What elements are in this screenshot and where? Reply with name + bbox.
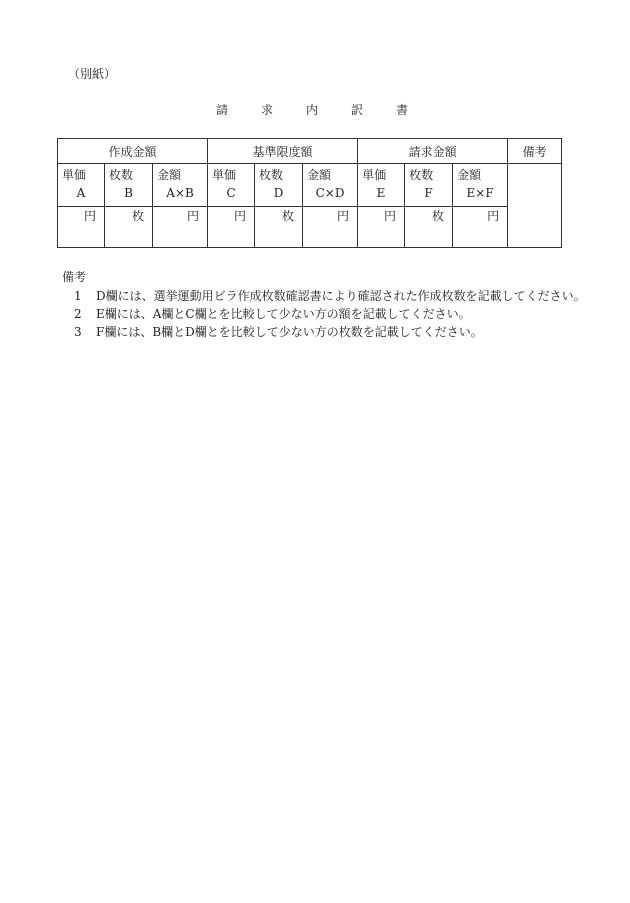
subheader-name: 金額 xyxy=(307,168,332,182)
note-item xyxy=(62,287,586,305)
subheader-code: D xyxy=(273,186,284,200)
unit-label: 円 xyxy=(384,209,397,223)
subheader-cell xyxy=(358,164,405,207)
note-number: 2 xyxy=(74,307,82,321)
note-number: 3 xyxy=(74,325,82,339)
group-header-claim: 請求金額 xyxy=(358,139,508,164)
subheader-cell xyxy=(153,164,208,207)
subheader-cell xyxy=(453,164,508,207)
group-header-row xyxy=(58,139,562,164)
subheader-cell xyxy=(208,164,255,207)
note-item xyxy=(62,305,586,323)
remarks-notes xyxy=(62,268,586,341)
subheader-code: B xyxy=(124,186,133,200)
note-number: 1 xyxy=(74,289,82,303)
note-text: D欄には、選挙運動用ビラ作成枚数確認書により確認された作成枚数を記載してください。 xyxy=(96,289,586,303)
subheader-code: C xyxy=(226,186,236,200)
subheader-code: F xyxy=(424,186,433,200)
group-header-remarks: 備考 xyxy=(508,139,562,164)
notes-heading: 備考 xyxy=(62,270,87,284)
value-cell xyxy=(105,207,153,248)
value-cell xyxy=(255,207,303,248)
value-cell xyxy=(358,207,405,248)
value-cell xyxy=(453,207,508,248)
subheader-name: 枚数 xyxy=(409,168,434,182)
unit-label: 円 xyxy=(487,209,500,223)
unit-label: 円 xyxy=(83,209,96,223)
unit-label: 枚 xyxy=(432,209,445,223)
group-header-standard: 基準限度額 xyxy=(208,139,358,164)
subheader-code: E×F xyxy=(466,186,494,200)
appendix-label: （別紙） xyxy=(68,67,117,81)
subheader-name: 単価 xyxy=(62,168,87,182)
value-cell xyxy=(405,207,453,248)
subheader-name: 枚数 xyxy=(259,168,284,182)
claim-breakdown-table xyxy=(57,138,562,248)
subheader-name: 単価 xyxy=(362,168,387,182)
unit-label: 枚 xyxy=(282,209,295,223)
subheader-cell xyxy=(58,164,105,207)
note-text: F欄には、B欄とD欄とを比較して少ない方の枚数を記載してください。 xyxy=(96,325,483,339)
group-header-production: 作成金額 xyxy=(58,139,208,164)
unit-label: 枚 xyxy=(131,209,144,223)
subheader-cell xyxy=(303,164,358,207)
subheader-code: A xyxy=(76,186,86,200)
value-cell xyxy=(58,207,105,248)
value-row xyxy=(58,207,562,248)
subheader-name: 枚数 xyxy=(109,168,134,182)
remarks-cell xyxy=(508,164,562,248)
subheader-code: E xyxy=(376,186,386,200)
note-text: E欄には、A欄とC欄とを比較して少ない方の額を記載してください。 xyxy=(96,307,471,321)
subheader-name: 金額 xyxy=(457,168,482,182)
subheader-name: 金額 xyxy=(157,168,182,182)
value-cell xyxy=(208,207,255,248)
value-cell xyxy=(303,207,358,248)
unit-label: 円 xyxy=(234,209,247,223)
subheader-code: A×B xyxy=(166,186,194,200)
value-cell xyxy=(153,207,208,248)
unit-label: 円 xyxy=(187,209,200,223)
subheader-cell xyxy=(405,164,453,207)
unit-label: 円 xyxy=(337,209,350,223)
subheader-row xyxy=(58,164,562,207)
subheader-name: 単価 xyxy=(212,168,237,182)
subheader-cell xyxy=(105,164,153,207)
document-title: 請求内訳書 xyxy=(216,103,442,117)
subheader-code: C×D xyxy=(315,186,345,200)
subheader-cell xyxy=(255,164,303,207)
note-item xyxy=(62,323,586,341)
